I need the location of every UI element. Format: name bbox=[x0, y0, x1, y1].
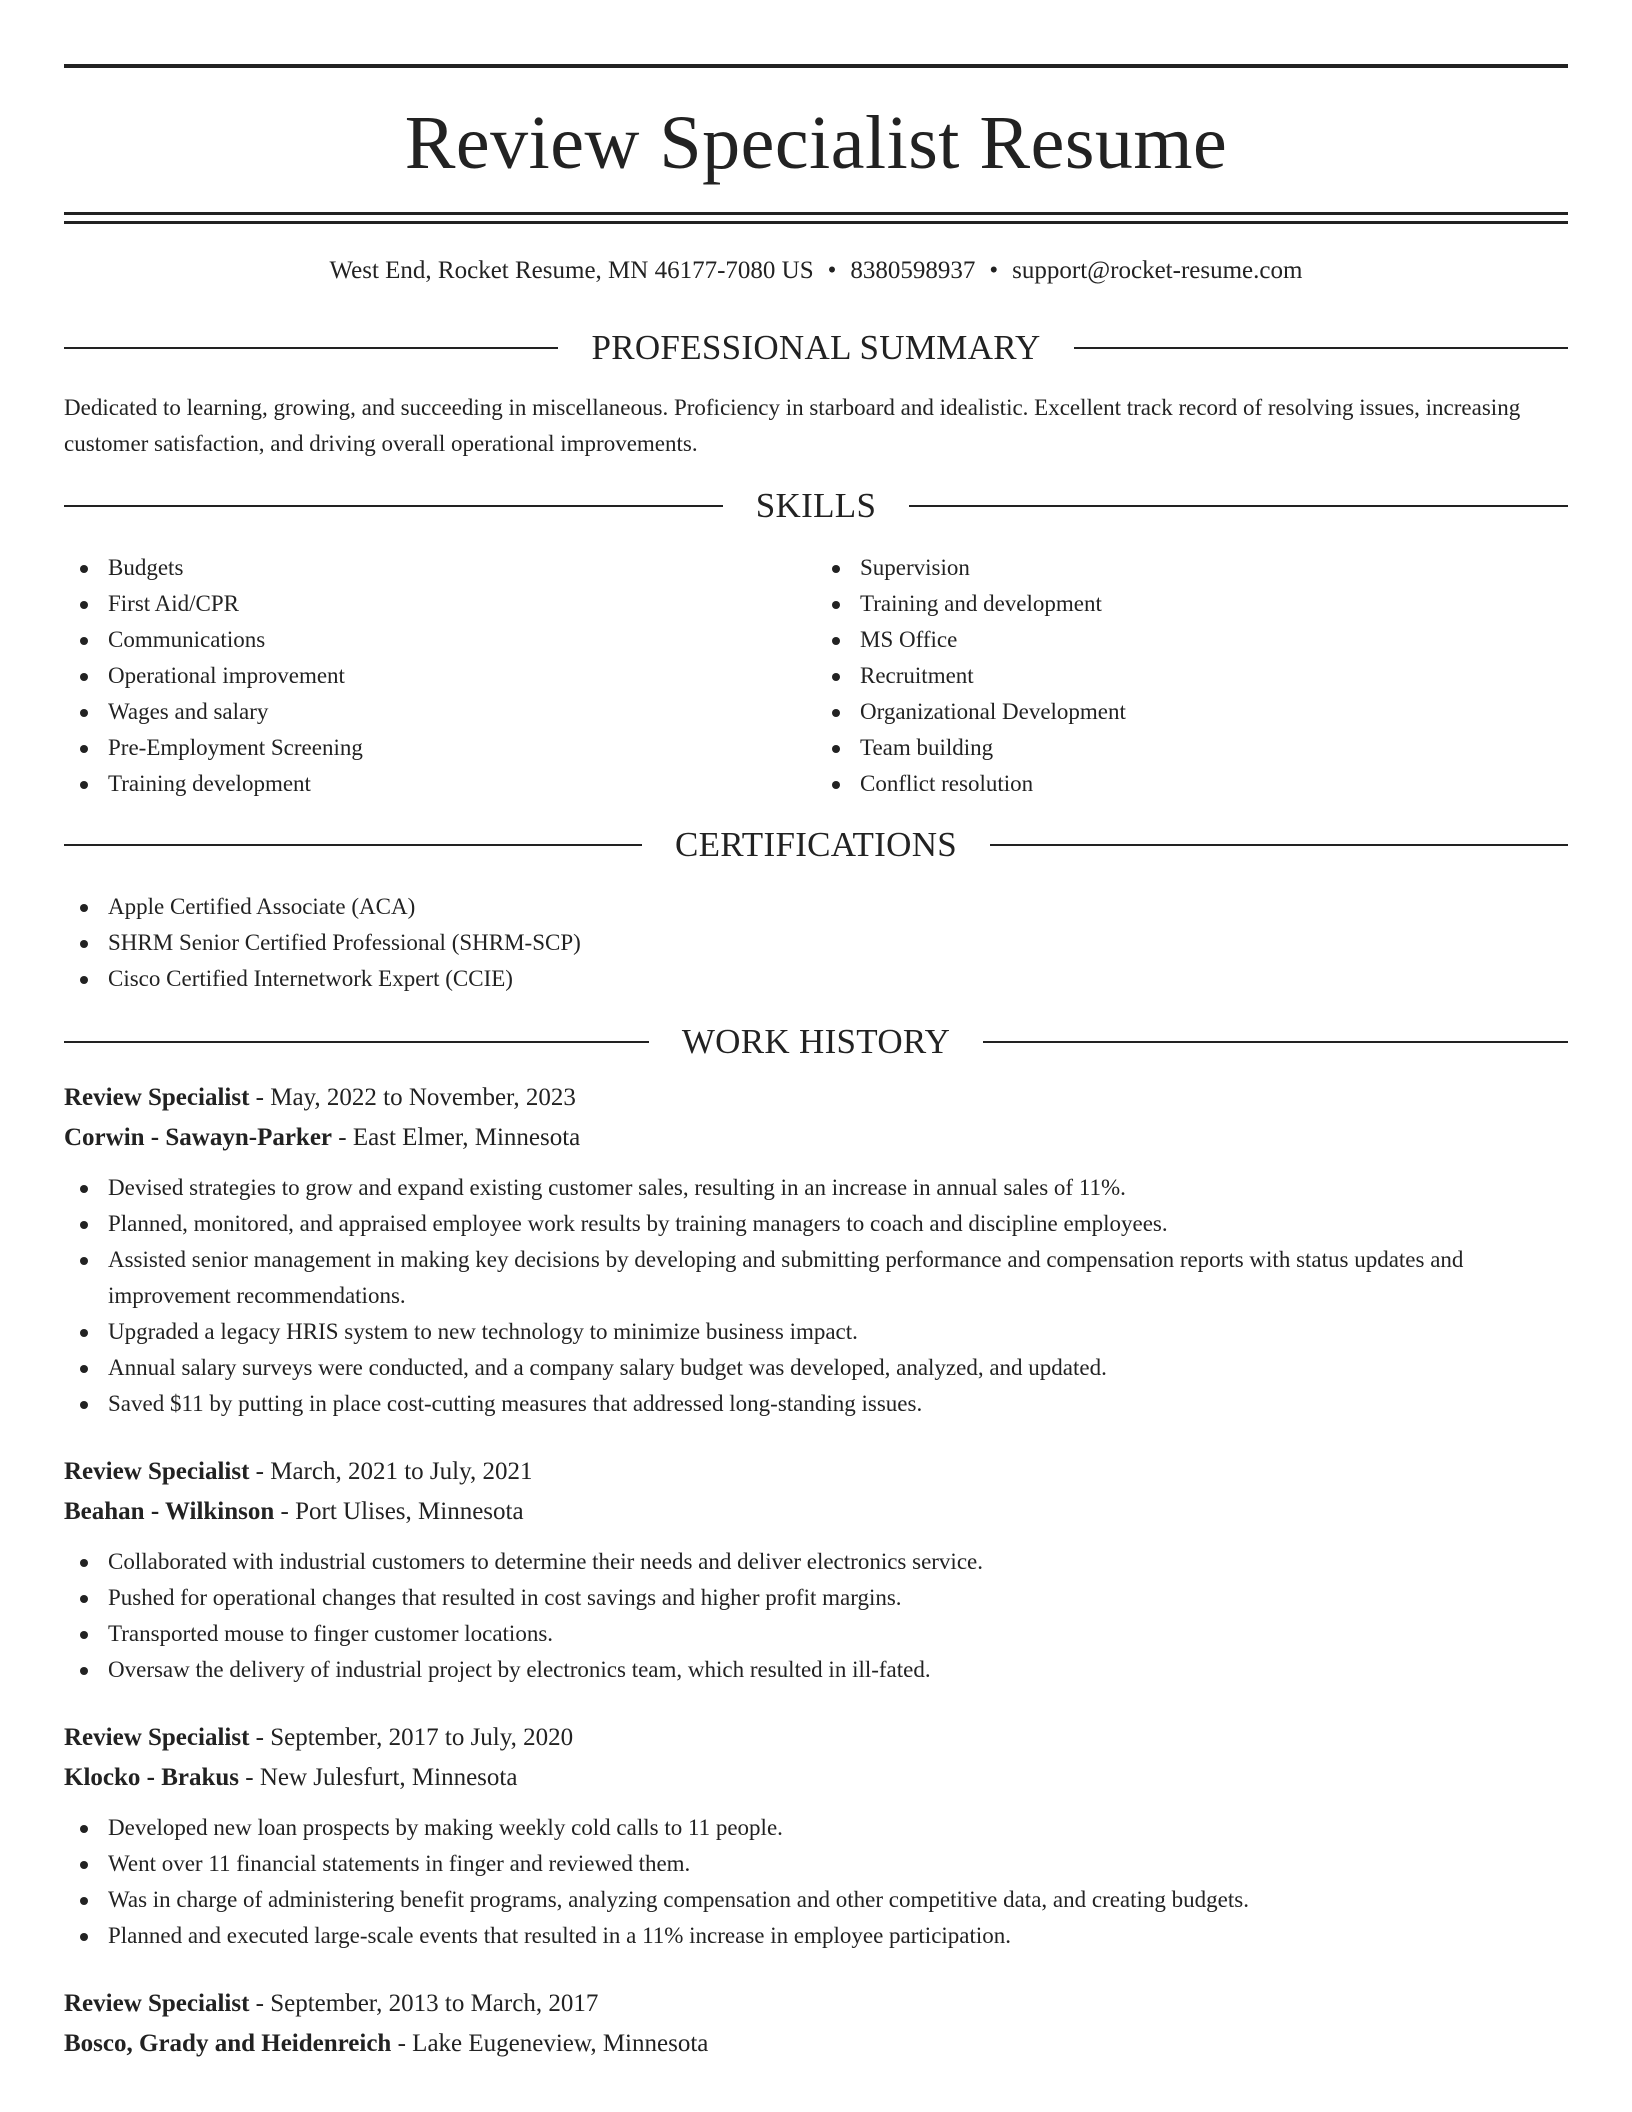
resume-title: Review Specialist Resume bbox=[404, 101, 1228, 185]
job-company: Corwin - Sawayn-Parker bbox=[64, 1124, 333, 1151]
job-bullet: Devised strategies to grow and expand existing customer sales, resulting in an increase in annual sales of 11%. bbox=[108, 1170, 1568, 1206]
skill-item: Communications bbox=[108, 622, 816, 658]
skill-item: Team building bbox=[860, 730, 1568, 766]
resume-page bbox=[64, 0, 1568, 2064]
contact-address: West End, Rocket Resume, MN 46177-7080 US bbox=[329, 257, 814, 284]
heading-rule-right bbox=[1074, 347, 1568, 349]
summary-text: Dedicated to learning, growing, and succeeding in miscellaneous. Proficiency in starboard and idealistic. Excellent track record of resolving issues, increasing customer satisfaction, and driving overall operational improvements. bbox=[64, 395, 1521, 456]
skill-item: Supervision bbox=[860, 550, 1568, 586]
contact-line bbox=[64, 256, 1568, 286]
job-entry bbox=[64, 1984, 1568, 2064]
skill-item: Operational improvement bbox=[108, 658, 816, 694]
job-title-line bbox=[64, 1452, 1568, 1492]
job-bullet: Planned and executed large-scale events that resulted in a 11% increase in employee participation. bbox=[108, 1918, 1568, 1954]
contact-phone[interactable]: 8380598937 bbox=[850, 257, 976, 284]
skill-item: Pre-Employment Screening bbox=[108, 730, 816, 766]
job-entry bbox=[64, 1452, 1568, 1688]
job-company-line bbox=[64, 1492, 1568, 1532]
summary-heading-label: PROFESSIONAL SUMMARY bbox=[591, 328, 1041, 367]
job-bullets bbox=[64, 1544, 1568, 1688]
job-company: Klocko - Brakus bbox=[64, 1764, 240, 1791]
job-company-line bbox=[64, 1118, 1568, 1158]
job-title-line bbox=[64, 1984, 1568, 2024]
skill-item: Recruitment bbox=[860, 658, 1568, 694]
contact-separator: • bbox=[827, 257, 837, 284]
heading-rule-left bbox=[64, 505, 723, 507]
job-title: Review Specialist bbox=[64, 1990, 250, 2017]
job-bullets bbox=[64, 1810, 1568, 1954]
job-bullet: Assisted senior management in making key decisions by developing and submitting performance and compensation reports with status updates and improvement recommendations. bbox=[108, 1242, 1568, 1314]
job-company-line bbox=[64, 2024, 1568, 2064]
job-location: - East Elmer, Minnesota bbox=[332, 1124, 581, 1151]
job-title: Review Specialist bbox=[64, 1084, 250, 1111]
job-bullet: Developed new loan prospects by making weekly cold calls to 11 people. bbox=[108, 1810, 1568, 1846]
job-entry bbox=[64, 1718, 1568, 1954]
certification-item: Cisco Certified Internetwork Expert (CCIE) bbox=[108, 961, 1568, 997]
job-dates: - September, 2013 to March, 2017 bbox=[249, 1990, 599, 2017]
job-title-line bbox=[64, 1718, 1568, 1758]
skills-right-column bbox=[816, 550, 1568, 802]
title-double-rule bbox=[64, 212, 1568, 224]
heading-rule-left bbox=[64, 347, 558, 349]
skills-heading-label: SKILLS bbox=[755, 486, 877, 525]
job-company-line bbox=[64, 1758, 1568, 1798]
job-location: - Port Ulises, Minnesota bbox=[274, 1498, 524, 1525]
skills-heading bbox=[64, 484, 1568, 528]
summary-heading bbox=[64, 326, 1568, 370]
heading-rule-right bbox=[990, 844, 1568, 846]
contact-separator: • bbox=[989, 257, 999, 284]
skill-item: Training development bbox=[108, 766, 816, 802]
job-title-line bbox=[64, 1078, 1568, 1118]
job-bullet: Annual salary surveys were conducted, and a company salary budget was developed, analyzed, and updated. bbox=[108, 1350, 1568, 1386]
heading-rule-left bbox=[64, 844, 642, 846]
skill-item: MS Office bbox=[860, 622, 1568, 658]
certifications-heading bbox=[64, 823, 1568, 867]
skill-item: Wages and salary bbox=[108, 694, 816, 730]
skill-item: Organizational Development bbox=[860, 694, 1568, 730]
heading-rule-right bbox=[983, 1041, 1568, 1043]
heading-rule-right bbox=[909, 505, 1568, 507]
certification-item: SHRM Senior Certified Professional (SHRM-SCP) bbox=[108, 925, 1568, 961]
skills-left-column bbox=[64, 550, 816, 802]
job-company: Beahan - Wilkinson bbox=[64, 1498, 275, 1525]
heading-rule-left bbox=[64, 1041, 649, 1043]
job-bullet: Collaborated with industrial customers to determine their needs and deliver electronics service. bbox=[108, 1544, 1568, 1580]
job-location: - New Julesfurt, Minnesota bbox=[239, 1764, 518, 1791]
job-bullet: Saved $11 by putting in place cost-cutting measures that addressed long-standing issues. bbox=[108, 1386, 1568, 1422]
skill-item: Budgets bbox=[108, 550, 816, 586]
job-bullet: Went over 11 financial statements in finger and reviewed them. bbox=[108, 1846, 1568, 1882]
job-title: Review Specialist bbox=[64, 1724, 250, 1751]
job-bullet: Was in charge of administering benefit programs, analyzing compensation and other competitive data, and creating budgets. bbox=[108, 1882, 1568, 1918]
job-title: Review Specialist bbox=[64, 1458, 250, 1485]
job-bullet: Upgraded a legacy HRIS system to new technology to minimize business impact. bbox=[108, 1314, 1568, 1350]
skill-item: Training and development bbox=[860, 586, 1568, 622]
skills-list bbox=[64, 550, 1568, 802]
skill-item: First Aid/CPR bbox=[108, 586, 816, 622]
job-bullet: Planned, monitored, and appraised employee work results by training managers to coach and discipline employees. bbox=[108, 1206, 1568, 1242]
job-dates: - May, 2022 to November, 2023 bbox=[249, 1084, 576, 1111]
contact-email[interactable]: support@rocket-resume.com bbox=[1012, 257, 1303, 284]
job-dates: - March, 2021 to July, 2021 bbox=[249, 1458, 533, 1485]
job-bullet: Pushed for operational changes that resulted in cost savings and higher profit margins. bbox=[108, 1580, 1568, 1616]
work-history-heading bbox=[64, 1020, 1568, 1064]
work-history-heading-label: WORK HISTORY bbox=[681, 1022, 951, 1061]
job-bullet: Transported mouse to finger customer locations. bbox=[108, 1616, 1568, 1652]
job-entry bbox=[64, 1078, 1568, 1422]
skill-item: Conflict resolution bbox=[860, 766, 1568, 802]
job-location: - Lake Eugeneview, Minnesota bbox=[391, 2030, 709, 2057]
job-bullet: Oversaw the delivery of industrial project by electronics team, which resulted in ill-fated. bbox=[108, 1652, 1568, 1688]
top-rule bbox=[64, 64, 1568, 68]
certifications-list bbox=[64, 889, 1568, 997]
certification-item: Apple Certified Associate (ACA) bbox=[108, 889, 1568, 925]
certifications-heading-label: CERTIFICATIONS bbox=[674, 825, 958, 864]
job-bullets bbox=[64, 1170, 1568, 1422]
job-dates: - September, 2017 to July, 2020 bbox=[249, 1724, 574, 1751]
job-company: Bosco, Grady and Heidenreich bbox=[64, 2030, 392, 2057]
